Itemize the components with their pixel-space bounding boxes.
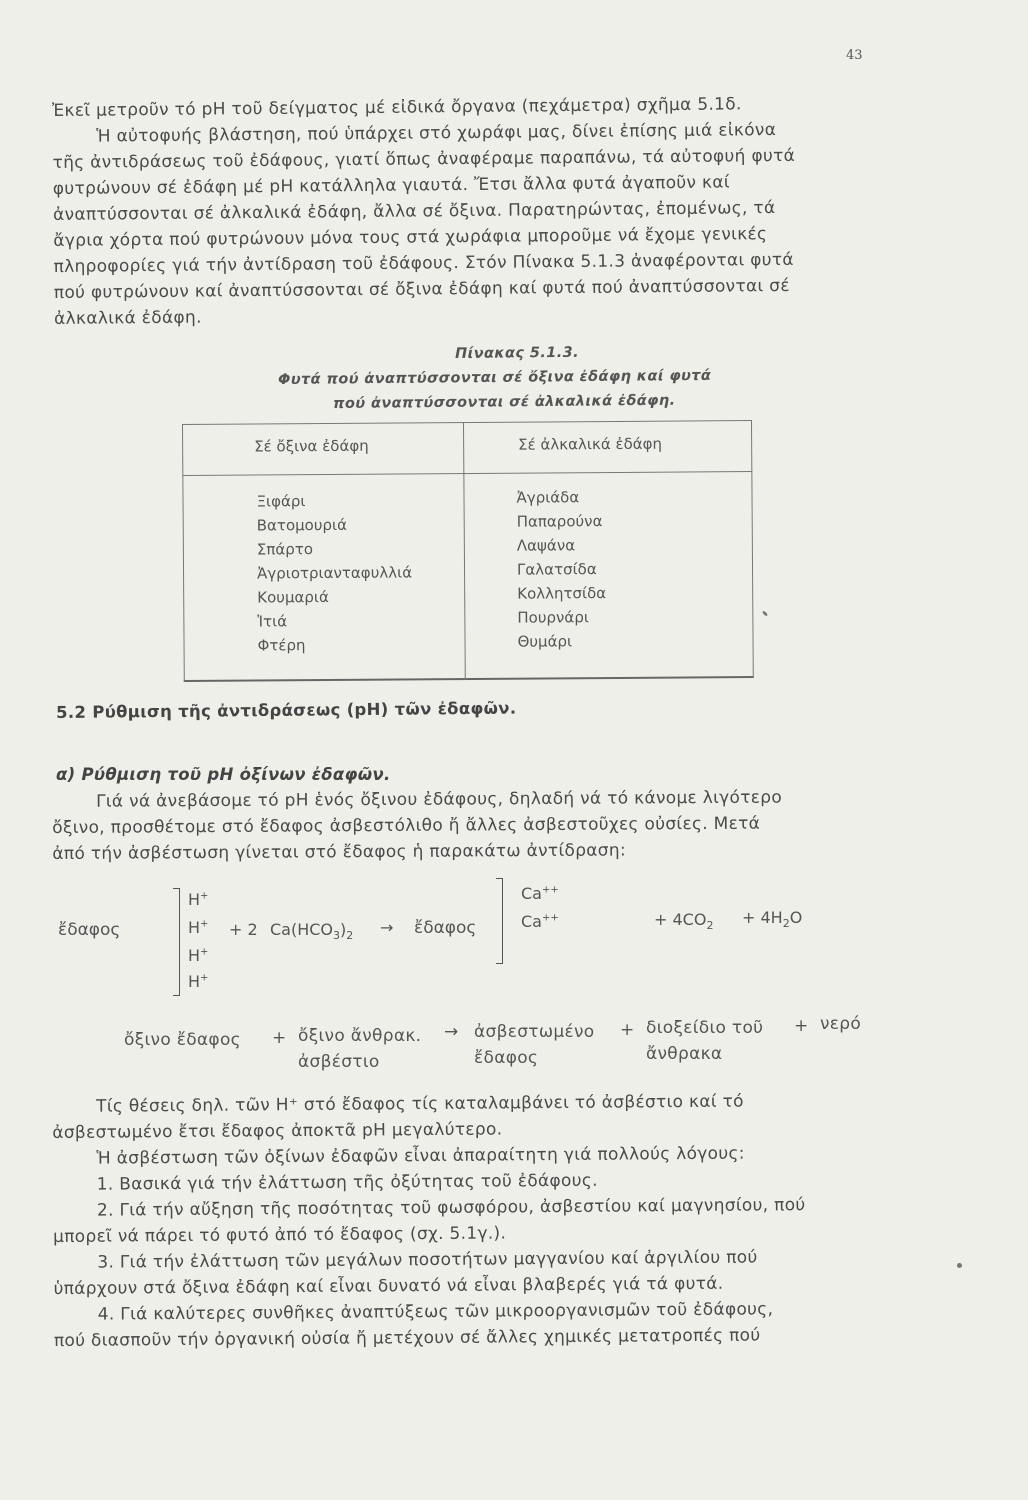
list-item: Γαλατσίδα — [516, 560, 597, 579]
text-line: πού φυτρώνουν καί ἀναπτύσσονται σέ ὄξινα ἐδάφη καί φυτά πού ἀναπτύσσονται σέ — [53, 275, 790, 303]
list-item: Ἀγριάδα — [516, 488, 580, 507]
list-item: 4. Γιά καλύτερες συνθῆκες ἀναπτύξεως τῶν μικροοργανισμῶν τοῦ ἐδάφους, — [97, 1299, 774, 1325]
list-item: Κουμαριά — [257, 587, 329, 607]
hydrogen-ion: H+ — [188, 918, 209, 937]
list-item: 1. Βασικά γιά τήν ἐλάττωση τῆς ὀξύτητας τοῦ ἐδάφους. — [96, 1170, 598, 1195]
final-paragraph — [52, 1087, 886, 1354]
calcium-bicarbonate: $Ca(HCO_3)_2$ — [270, 920, 354, 943]
hydrogen-ion: H+ — [188, 946, 209, 965]
table-rule — [463, 422, 466, 680]
list-item: Σπάρτο — [256, 540, 314, 559]
list-item: Ἀγριοτριανταφυλλιά — [256, 563, 413, 583]
text-line: ἀλκαλικά ἐδάφη. — [54, 307, 202, 329]
list-item: πού διασποῦν τήν ὀργανική οὐσία ἤ μετέχουν σέ ἄλλες χημικές μετατροπές πού — [53, 1325, 761, 1351]
list-item: Παπαρούνα — [516, 512, 603, 531]
list-item: Πουρνάρι — [517, 608, 589, 627]
hydrogen-ion: H+ — [188, 890, 209, 909]
text-line: φυτρώνουν σέ ἐδάφη μέ pH κατάλληλα γιαυτά. Ἔτσι ἄλλα φυτά ἀγαποῦν καί — [52, 172, 730, 199]
column-header-alkaline: Σέ ἀλκαλικά ἐδάφη — [518, 434, 663, 454]
alkaline-plants-list — [516, 485, 606, 654]
section-heading: 5.2 Ρύθμιση τῆς ἀντιδράσεως (pH) τῶν ἐδαφῶν. — [56, 698, 517, 722]
list-item: Ξιφάρι — [256, 492, 306, 511]
text-line: Τίς θέσεις δηλ. τῶν H⁺ στό ἔδαφος τίς καταλαμβάνει τό ἀσβέστιο καί τό — [96, 1091, 744, 1117]
word-soil: ἔδαφος — [474, 1048, 539, 1068]
arrow: → — [444, 1022, 459, 1042]
subsection-heading: α) Ρύθμιση τοῦ pH ὀξίνων ἐδαφῶν. — [56, 765, 391, 784]
word-acid-soil: ὄξινο ἔδαφος — [124, 1030, 241, 1050]
text-line: Ἐκεῖ μετροῦν τό pH τοῦ δείγματος μέ εἰδικά ὄργανα (πεχάμετρα) σχῆμα 5.1δ. — [52, 94, 742, 121]
table-rule — [182, 471, 752, 476]
list-item: Φτέρη — [257, 636, 306, 655]
plus-sign: + — [272, 1028, 287, 1048]
water: + $4H_2O$ — [742, 908, 803, 931]
table-label: Πίνακας 5.1.3. — [455, 344, 580, 362]
speck-mark — [762, 610, 768, 616]
plus-sign: + — [620, 1020, 635, 1040]
word-water: νερό — [820, 1014, 862, 1034]
text-line: ἀσβεστωμένο ἔτσι ἔδαφος ἀποκτᾶ pH μεγαλύτερο. — [52, 1119, 503, 1143]
liming-paragraph — [52, 784, 884, 867]
text-line: ἄγρια χόρτα πού φυτρώνουν μόνα τους στά χωράφια μποροῦμε νά ἔχομε γενικές — [53, 224, 768, 251]
word-calcium: ἀσβέστιο — [298, 1052, 380, 1072]
table-rule — [184, 676, 754, 682]
text-line: Ἡ ἀσβέστωση τῶν ὀξίνων ἐδαφῶν εἶναι ἀπαραίτητη γιά πολλούς λόγους: — [96, 1143, 745, 1169]
plants-table — [182, 420, 754, 682]
list-item: ὑπάρχουν στά ὄξινα ἐδάφη καί εἶναι δυνατό νά εἶναι βλαβερές γιά τά φυτά. — [53, 1273, 724, 1299]
list-item: Ἰτιά — [257, 612, 288, 631]
list-item: Κολλητσίδα — [517, 584, 607, 603]
product-soil-label: ἔδαφος — [414, 918, 477, 938]
intro-paragraph — [52, 90, 886, 332]
text-line: ἀναπτύσσονται σέ ἀλκαλικά ἐδάφη, ἄλλα σέ ὄξινα. Παρατηρώντας, ἐπομένως, τά — [53, 198, 776, 225]
column-header-acid: Σέ ὄξινα ἐδάφη — [254, 436, 369, 456]
speck-mark — [957, 1263, 962, 1268]
calcium-ion: Ca++ — [521, 884, 559, 903]
text-line: τῆς ἀντιδράσεως τοῦ ἐδάφους, γιατί ὅπως ἀναφέραμε παραπάνω, τά αὐτοφυή φυτά — [52, 145, 796, 173]
list-item: Λαψάνα — [516, 536, 576, 555]
text-line: ὄξινο, προσθέτομε στό ἔδαφος ἀσβεστόλιθο ἤ ἄλλες ἀσβεστοῦχες οὐσίες. Μετά — [52, 813, 761, 838]
text-line: Γιά νά ἀνεβάσομε τό pH ἑνός ὄξινου ἐδάφους, δηλαδή νά τό κάνομε λιγότερο — [96, 787, 783, 812]
list-item: Βατομουριά — [256, 515, 348, 535]
word-carbon: ἄνθρακα — [646, 1044, 723, 1064]
table-rule — [182, 424, 185, 682]
table-rule — [182, 420, 752, 425]
text-line: πληροφορίες γιά τήν ἀντίδραση τοῦ ἐδάφους. Στόν Πίνακα 5.1.3 ἀναφέρονται φυτά — [53, 249, 794, 277]
reagent-coefficient: + 2 — [229, 920, 258, 939]
plus-sign: + — [794, 1016, 809, 1036]
equation-soil-label: ἔδαφος — [58, 920, 121, 940]
list-item: 2. Γιά τήν αὔξηση τῆς ποσότητας τοῦ φωσφόρου, ἀσβεστίου καί μαγνησίου, πού — [96, 1195, 806, 1221]
carbon-dioxide: + $4CO_2$ — [654, 910, 714, 933]
table-rule — [751, 420, 754, 678]
word-bicarbonate: ὄξινο ἄνθρακ. — [298, 1026, 422, 1046]
text-line: ἀπό τήν ἀσβέστωση γίνεται στό ἔδαφος ἡ παρακάτω ἀντίδραση: — [52, 840, 627, 864]
list-item: 3. Γιά τήν ἐλάττωση τῶν μεγάλων ποσοτήτων μαγγανίου καί ἀργιλίου πού — [97, 1247, 758, 1273]
equation-right-bracket — [496, 878, 503, 964]
equation-left-bracket — [173, 888, 180, 996]
reaction-arrow: → — [380, 918, 394, 937]
page-number: 43 — [846, 48, 863, 63]
list-item: Θυμάρι — [517, 632, 573, 651]
table-title-line: πού ἀναπτύσσονται σέ ἀλκαλικά ἐδάφη. — [333, 392, 676, 412]
table-title-line: Φυτά πού ἀναπτύσσονται σέ ὄξινα ἐδάφη καί φυτά — [278, 367, 712, 388]
acid-plants-list — [256, 488, 412, 657]
word-limed: ἀσβεστωμένο — [474, 1022, 595, 1042]
list-item: μπορεῖ νά πάρει τό φυτό ἀπό τό ἔδαφος (σχ. 5.1γ.). — [53, 1223, 507, 1247]
hydrogen-ion: H+ — [188, 972, 209, 991]
calcium-ion: Ca++ — [521, 912, 559, 931]
text-line: Ἡ αὐτοφυής βλάστηση, πού ὑπάρχει στό χωράφι μας, δίνει ἐπίσης μιά εἰκόνα — [96, 120, 777, 147]
word-dioxide: διοξείδιο τοῦ — [646, 1018, 764, 1038]
